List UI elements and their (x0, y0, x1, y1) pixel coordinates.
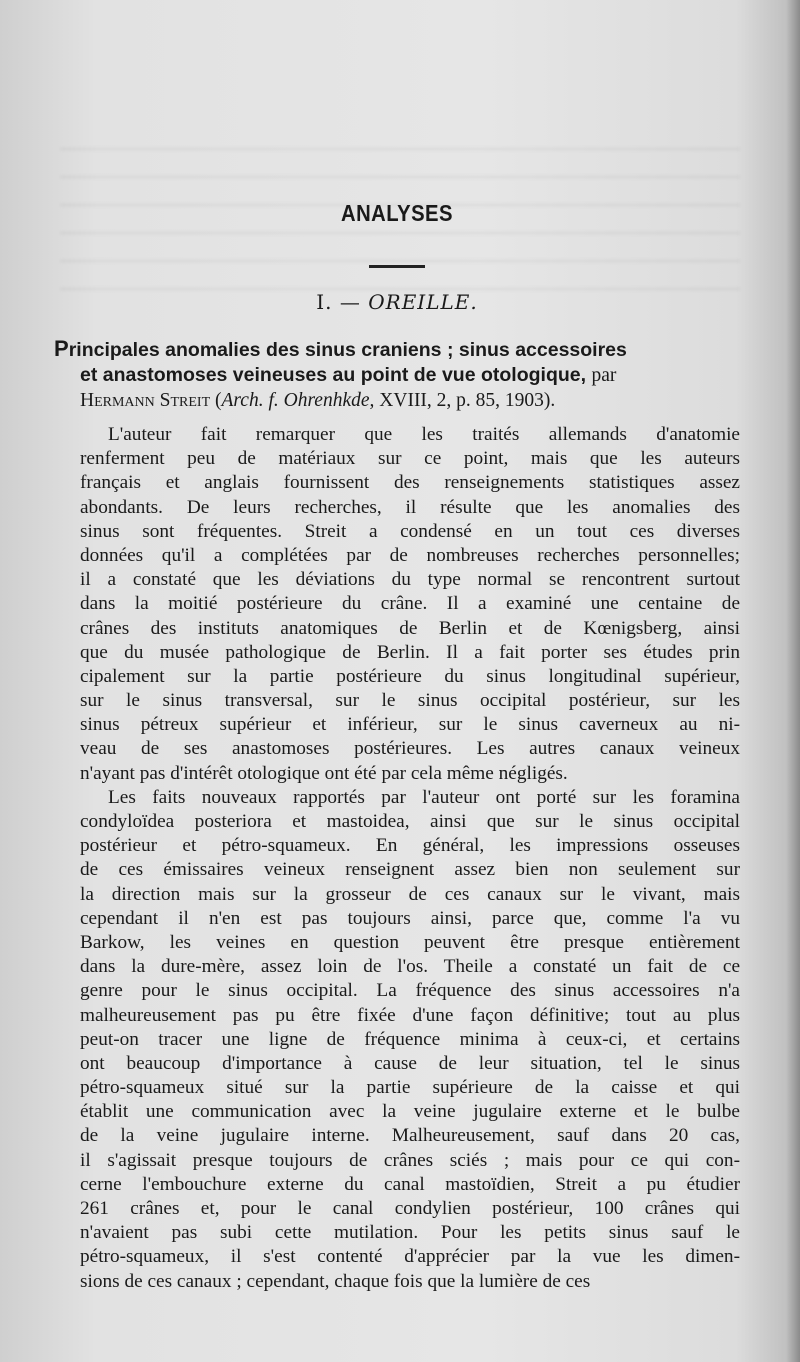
title-line-2: et anastomoses veineuses au point de vue otologique, (80, 364, 587, 386)
body-line: 261 crânes et, pour le canal condylien postérieur, 100 crânes qui (80, 1198, 740, 1219)
section-title (54, 290, 740, 314)
body-line: peut-on tracer une ligne de fréquence minima à ceux-ci, et certains (80, 1028, 740, 1050)
title-line-2-wrap (54, 363, 740, 388)
body-line: sur le sinus transversal, sur le sinus occipital postérieur, sur les (80, 690, 740, 712)
body-line: sions de ces canaux ; cependant, chaque fois que la lumière de ces (80, 1270, 591, 1292)
body-line: n'ayant pas d'intérêt otologique ont été par cela même négligés. (80, 762, 568, 784)
body-line: que du musée pathologique de Berlin. Il a fait porter ses études prin (80, 641, 740, 663)
body-line: veau de ses anastomoses postérieures. Les autres canaux veineux (80, 738, 740, 760)
body-line: il s'agissait presque toujours de crânes sciés ; mais pour ce qui con- (80, 1149, 740, 1171)
body-line: sinus sont fréquentes. Streit a condensé en un tout ces diverses (80, 520, 740, 542)
body-line: sinus pétreux supérieur et inférieur, sur le sinus caverneux au ni- (80, 714, 740, 736)
article-author: Hermann Streit (80, 390, 211, 411)
body-line: ont beaucoup d'importance à cause de leur situation, tel le sinus (80, 1052, 740, 1074)
citation-details: XVIII, 2, p. 85, 1903). (379, 390, 556, 411)
body-line: n'avaient pas subi cette mutilation. Pour les petits sinus sauf le (80, 1222, 740, 1244)
body-line: cependant il n'en est pas toujours ainsi, parce que, comme l'a vu (80, 907, 740, 929)
body-line: pétro-squameux, il s'est contenté d'apprécier par la vue les dimen- (80, 1246, 740, 1268)
body-line: dans la dure-mère, assez loin de l'os. Theile a constaté un fait de ce (80, 956, 740, 978)
body-line: de ces émissaires veineux renseignent assez bien non seulement sur (80, 859, 740, 881)
article-title (54, 336, 740, 413)
body-line: dans la moitié postérieure du crâne. Il a examiné une centaine de (80, 593, 740, 615)
body-line: il a constaté que les déviations du type normal se rencontrent surtout (80, 569, 740, 591)
body-line: cipalement sur la partie postérieure du sinus longitudinal supérieur, (80, 665, 740, 687)
citation-journal: Arch. f. Ohrenhkde, (221, 390, 375, 411)
body-line: genre pour le sinus occipital. La fréquence des sinus accessoires n'a (80, 980, 740, 1002)
body-line: données qu'il a complétées par de nombreuses recherches personnelles; (80, 544, 740, 566)
page-heading: ANALYSES (341, 200, 453, 226)
body-line: Barkow, les veines en question peuvent être presque entièrement (80, 931, 740, 953)
article-citation: Hermann Streit (Arch. f. Ohrenhkde, XVIII, 2, p. 85, 1903). (80, 390, 556, 411)
section-number: I. — (316, 290, 361, 314)
body-line: renferment peu de matériaux sur ce point, mais que les auteurs (80, 448, 740, 470)
body-line: Les faits nouveaux rapportés par l'auteur ont porté sur les foramina (108, 786, 740, 808)
page-content (54, 200, 740, 1294)
page-edge-shadow (786, 0, 800, 1362)
body-line: malheureusement pas pu être fixée d'une façon définitive; tout au plus (80, 1004, 740, 1026)
title-initial: P (54, 336, 69, 361)
body-line: crânes des instituts anatomiques de Berlin et de Kœnigsberg, ainsi (80, 617, 740, 639)
body-line: condyloïdea posteriora et mastoidea, ainsi que sur le sinus occipital (80, 811, 740, 832)
section-name: OREILLE. (368, 290, 478, 314)
body-line: français et anglais fournissent des renseignements statistiques assez (80, 472, 740, 494)
heading-rule (369, 265, 425, 268)
title-par: par (591, 365, 617, 386)
title-line-1: rincipales anomalies des sinus craniens ; sinus accessoires (68, 339, 627, 361)
body-line: la direction mais sur la grosseur de ces canaux sur le vivant, mais (80, 883, 740, 905)
body-line: pétro-squameux situé sur la partie supérieure de la caisse et qui (80, 1077, 740, 1099)
body-line: abondants. De leurs recherches, il résulte que les anomalies des (80, 496, 740, 518)
body-line: L'auteur fait remarquer que les traités allemands d'anatomie (108, 424, 740, 445)
body-line: de la veine jugulaire interne. Malheureusement, sauf dans 20 cas, (80, 1125, 740, 1147)
body-line: établit une communication avec la veine jugulaire externe et le bulbe (80, 1101, 740, 1123)
article-body (54, 423, 740, 1294)
body-line: postérieur et pétro-squameux. En général, les impressions osseuses (80, 835, 740, 857)
body-line: cerne l'embouchure externe du canal mastoïdien, Streit a pu étudier (80, 1173, 740, 1195)
